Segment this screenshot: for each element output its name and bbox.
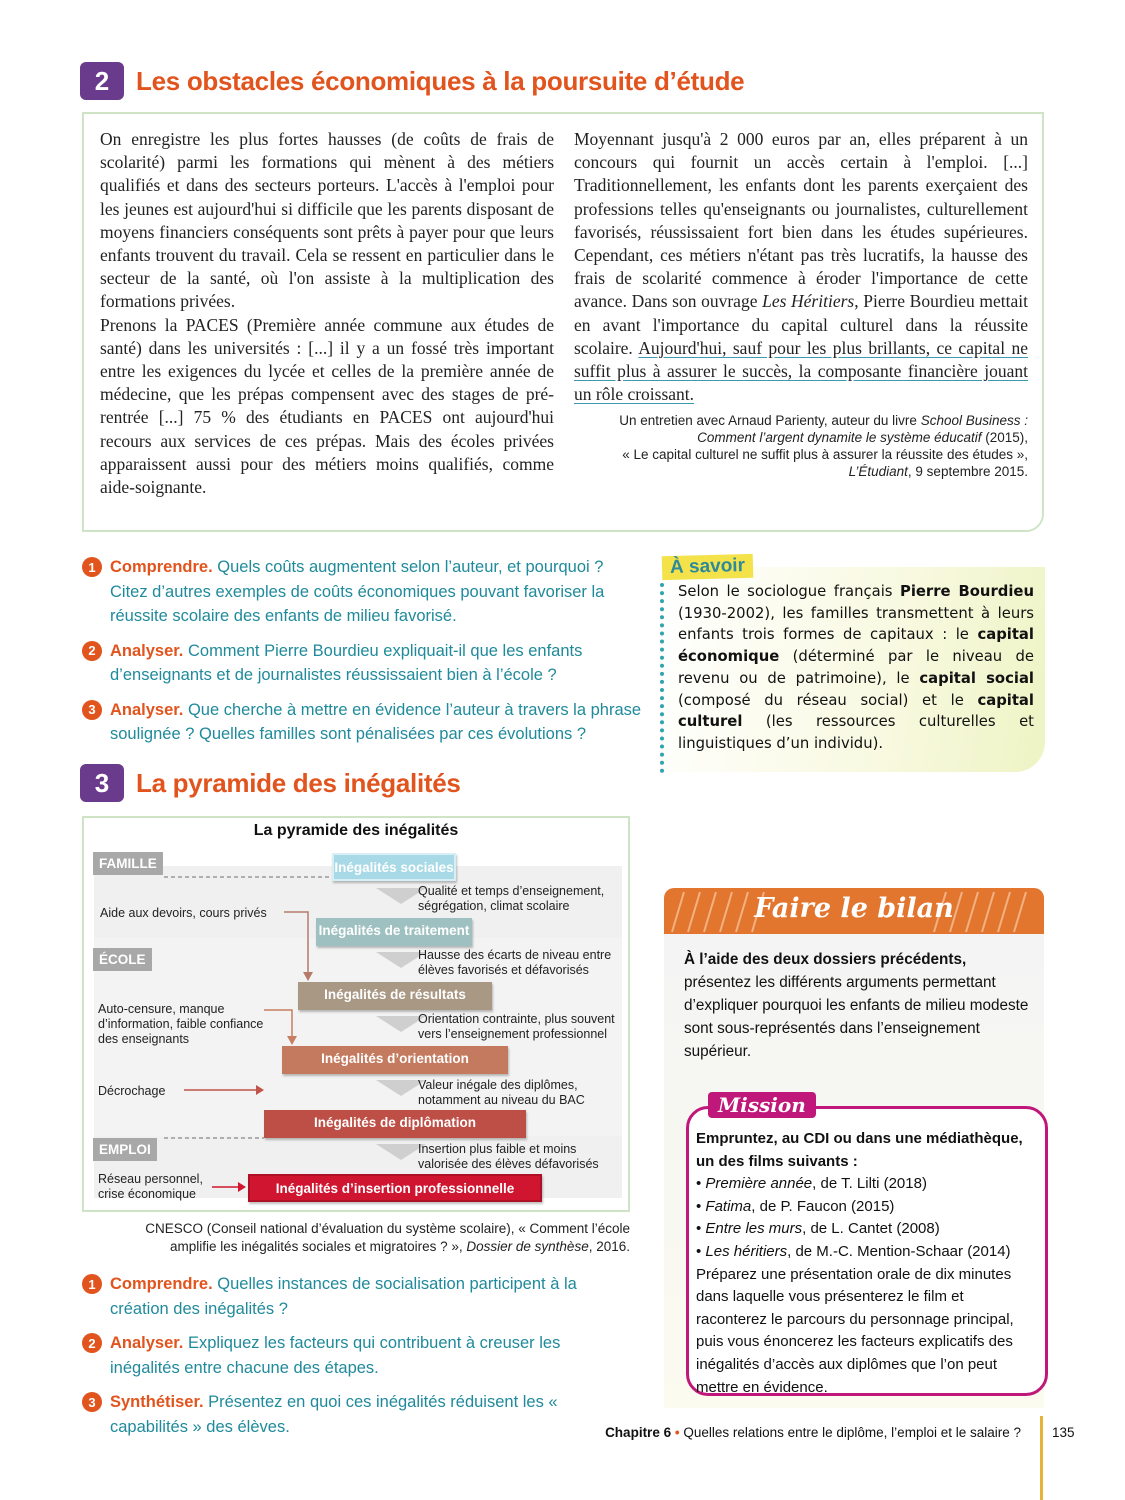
factor-arrowhead xyxy=(287,1036,297,1045)
mission-box xyxy=(686,1092,1048,1396)
question-body: Présentez en quoi ces inégalités réduisent les « capabilités » des élèves. xyxy=(110,1393,558,1436)
question xyxy=(82,555,642,629)
a-savoir-tag: À savoir xyxy=(662,554,754,580)
mission-instructions: Préparez une présentation orale de dix minutes dans laquelle vous présenterez le film et raconterez le parcours du personnage principal, puis vous énoncerez les facteurs explicatifs des inégalités d’accès aux diplômes que l’on peut mettre en évidence. xyxy=(696,1265,1014,1396)
text-run: Moyennant jusqu'à 2 000 euros par an, elles préparent à un concours qui fournit un accès certain à l'emploi. [...] Traditionnellement, les enfants dont les parents exerçaient des professions telles qu'enseignants ou journalistes, culturellement favorisés, réussissaient fort bien dans les études supérieures. Cependant, ces métiers n'étant pas très lucratifs, la hausse des frais de scolarité commence à éroder l'importance de cette avance. Dans son ouvrage xyxy=(574,129,1028,312)
film-title: Fatima xyxy=(705,1197,752,1215)
citation-text: (2015), xyxy=(981,430,1028,446)
text-run: , Pierre Bourdieu mettait en avant l'importance du capital culturel dans la réussite scolaire. xyxy=(574,291,1028,358)
question-label: Analyser. xyxy=(110,641,184,660)
bilan-text xyxy=(684,948,1029,1063)
question-body: Quelles instances de socialisation participent à la création des inégalités ? xyxy=(110,1275,577,1318)
a-savoir-text xyxy=(678,581,1034,755)
page-number: 135 xyxy=(1052,1425,1075,1440)
text-run: (composé du réseau social) et le xyxy=(678,691,978,709)
question-label: Comprendre. xyxy=(110,1275,213,1293)
film-info: , de T. Lilti (2018) xyxy=(812,1175,927,1193)
pyramid-source xyxy=(82,1220,630,1256)
underlined-sentence: Aujourd'hui, sauf pour les plus brillants, ce capital ne suffit plus à assurer le succès, la composante financière jouant un rôle croissant. xyxy=(574,337,1028,405)
source-text: CNESCO (Conseil national d’évaluation du système scolaire), « Comment l’école xyxy=(145,1221,630,1236)
document-right-column xyxy=(574,128,1028,480)
section-title: Les obstacles économiques à la poursuite d’étude xyxy=(136,65,745,96)
factor-note: Décrochage xyxy=(98,1084,166,1098)
question-label: Synthétiser. xyxy=(110,1393,204,1411)
keyword: capital économique xyxy=(678,626,1034,666)
factor-arrowhead xyxy=(256,1085,264,1095)
pyramid-diagram xyxy=(82,816,630,1212)
question xyxy=(82,639,642,688)
question-body: Que cherche à mettre en évidence l’auteur à travers la phrase soulignée ? Quelles familles sont pénalisées par ces évolutions ? xyxy=(110,700,642,743)
source-title: Dossier de synthèse xyxy=(466,1239,589,1254)
question-text xyxy=(110,698,642,747)
transition-note: Insertion plus faible et moins valorisée des élèves défavorisés xyxy=(418,1142,599,1171)
text-run: Selon le sociologue français xyxy=(678,583,900,600)
level-inegalites-orientation: Inégalités d’orientation xyxy=(282,1046,508,1074)
document-left-column xyxy=(100,128,554,499)
bilan-bold: À l’aide des deux dossiers précédents, xyxy=(684,951,967,968)
band-tag-emploi: EMPLOI xyxy=(93,1138,157,1161)
question-text xyxy=(110,639,642,688)
factor-note: Réseau personnel, crise économique xyxy=(98,1172,203,1201)
factor-arrow xyxy=(284,912,308,976)
source-text: , 2016. xyxy=(588,1239,630,1254)
question-number: 1 xyxy=(82,557,102,577)
document-excerpt xyxy=(82,112,1044,532)
question-body: Expliquez les facteurs qui contribuent à creuser les inégalités entre chacune des étapes. xyxy=(110,1334,561,1377)
factor-arrow xyxy=(264,1010,292,1040)
question xyxy=(82,1331,582,1380)
section-number: 2 xyxy=(80,62,124,100)
question-label: Analyser. xyxy=(110,1334,184,1352)
section-number: 3 xyxy=(80,764,124,802)
text-run: (déterminé par le niveau de revenu ou de patrimoine), le xyxy=(678,648,1034,687)
bilan-header xyxy=(664,888,1044,934)
film-title: Les héritiers xyxy=(705,1242,788,1260)
factor-note: Auto-censure, manque d’information, faible confiance des enseignants xyxy=(98,1002,264,1046)
bilan-title: Faire le bilan xyxy=(754,893,954,924)
film-info: , de L. Cantet (2008) xyxy=(802,1220,940,1238)
question-text xyxy=(110,1272,582,1321)
section-3-questions xyxy=(82,1272,582,1449)
question-body: Quels coûts augmentent selon l’auteur, et pourquoi ? Citez d’autres exemples de coûts économiques pouvant favoriser la réussite scolaire des enfants de milieu favorisé. xyxy=(110,558,605,625)
film-info: , de P. Faucon (2015) xyxy=(751,1197,895,1215)
source-text: amplifie les inégalités sociales et migratoires ? », xyxy=(170,1239,467,1254)
question-body: Comment Pierre Bourdieu expliquait-il que les enfants d’enseignants et de journalistes réussissaient bien à l’école ? xyxy=(110,641,583,684)
level-inegalites-sociales: Inégalités sociales xyxy=(332,853,456,881)
text-run: (1930-2002), les familles transmettent à leurs enfants trois formes de capitaux : le xyxy=(678,604,1034,644)
film-info: , de M.-C. Mention-Schaar (2014) xyxy=(787,1242,1011,1260)
band-tag-famille: FAMILLE xyxy=(93,852,163,875)
level-inegalites-resultats: Inégalités de résultats xyxy=(298,982,492,1010)
paragraph xyxy=(574,128,1028,406)
pyramid-title: La pyramide des inégalités xyxy=(253,822,459,839)
factor-arrowhead xyxy=(238,1182,246,1192)
level-inegalites-diplomation: Inégalités de diplômation xyxy=(264,1110,526,1138)
section-2-questions xyxy=(82,555,642,757)
question-number: 1 xyxy=(82,1274,102,1294)
page-bar xyxy=(1040,1416,1043,1500)
factor-note: Aide aux devoirs, cours privés xyxy=(100,906,267,920)
chapter-label: Chapitre 6 xyxy=(605,1425,672,1440)
transition-note: Valeur inégale des diplômes, notamment au niveau du BAC xyxy=(418,1078,585,1107)
citation-text: « Le capital culturel ne suffit plus à assurer la réussite des études », xyxy=(622,447,1028,463)
level-inegalites-traitement: Inégalités de traitement xyxy=(316,918,472,946)
bilan-body-text: présentez les différents arguments permettant d’expliquer pourquoi les enfants de milieu modeste sont sous-représentés dans l’enseignement supérieur. xyxy=(684,974,1029,1060)
question-number: 2 xyxy=(82,641,102,661)
question xyxy=(82,698,642,747)
citation-book: School Business : Comment l’argent dynamite le système éducatif xyxy=(697,413,1028,446)
transition-note: Qualité et temps d’enseignement, ségrégation, climat scolaire xyxy=(418,884,605,913)
citation-text: Un entretien avec Arnaud Parienty, auteur du livre xyxy=(619,413,921,429)
paragraph: Prenons la PACES (Première année commune aux études de santé) dans les universités : [...] il y a un fossé très important entre les exigences du lycée et celles de la première année de médecine, que les prépas compensent avec des stages de pré-rentrée [...] 75 % des étudiants en PACES ont aujourd'hui recours aux services de ces prépas. Mais des écoles privées apparaissent aussi pour des métiers moins qualifiés, comme aide-soignante. xyxy=(100,314,554,498)
section-2-header xyxy=(80,62,744,100)
footer-bullet: • xyxy=(671,1425,684,1440)
transition-note: Hausse des écarts de niveau entre élèves favorisés et défavorisés xyxy=(418,948,612,977)
mission-text: Empruntez, au CDI ou dans une médiathèque, un des films suivants : • Première année, de T. Lilti (2018) • Fatima, de P. Faucon (2015) • Entre les murs, de L. Cantet (2008) • Les héritiers, de M.-C. Mention-Schaar (2014) Préparez une présentation orale de dix minutes dans laquelle vous présenterez le film et raconterez le parcours du personnage principal, puis vous énoncerez les facteurs explicatifs des inégalités d’accès aux diplômes que l’on peut mettre en évidence. xyxy=(696,1130,1023,1396)
film-title: Première année xyxy=(705,1175,813,1193)
keyword: capital culturel xyxy=(678,691,1034,731)
a-savoir-box xyxy=(660,555,1045,775)
level-inegalites-insertion: Inégalités d’insertion professionnelle xyxy=(248,1174,542,1202)
citation-text: , 9 septembre 2015. xyxy=(907,464,1028,480)
citation xyxy=(574,412,1028,480)
text-run: (les ressources culturelles et linguistiques d’un individu). xyxy=(678,713,1034,752)
paragraph: On enregistre les plus fortes hausses (de coûts de frais de scolarité) parmi les formations qui mènent à des métiers qualifiés et dans des secteurs porteurs. L'accès à l'emploi pour les jeunes est aujourd'hui si difficile que les parents disposant de moyens financiers conséquents sont prêts à payer pour que leurs enfants trouvent du travail. Cela se ressent en particulier dans le secteur de la santé, où l'on assiste à la multiplication des formations privées. xyxy=(100,129,554,312)
citation-journal: L’Étudiant xyxy=(848,464,908,480)
question xyxy=(82,1390,582,1439)
question xyxy=(82,1272,582,1321)
question-number: 2 xyxy=(82,1333,102,1353)
page-footer xyxy=(605,1425,1021,1440)
keyword: Pierre Bourdieu xyxy=(899,583,1034,600)
question-label: Comprendre. xyxy=(110,558,213,576)
band-tag-ecole: ÉCOLE xyxy=(93,948,152,971)
transition-note: Orientation contrainte, plus souvent vers l’enseignement professionnel xyxy=(418,1012,615,1041)
factor-arrowhead xyxy=(303,972,313,981)
dotted-rule xyxy=(660,583,664,773)
question-number: 3 xyxy=(82,700,102,720)
question-label: Analyser. xyxy=(110,700,184,719)
film-title: Entre les murs xyxy=(705,1220,803,1238)
chapter-subtitle: Quelles relations entre le diplôme, l’emploi et le salaire ? xyxy=(683,1425,1021,1440)
question-number: 3 xyxy=(82,1392,102,1412)
question-text xyxy=(110,1331,582,1380)
keyword: capital social xyxy=(919,669,1034,687)
mission-intro: Empruntez, au CDI ou dans une médiathèque, un des films suivants : xyxy=(696,1130,1023,1170)
question-text xyxy=(110,555,642,629)
section-3-header xyxy=(80,764,461,802)
mission-tag: Mission xyxy=(708,1092,816,1118)
section-title: La pyramide des inégalités xyxy=(136,767,461,798)
question-text xyxy=(110,1390,582,1439)
book-title: Les Héritiers xyxy=(762,291,855,312)
